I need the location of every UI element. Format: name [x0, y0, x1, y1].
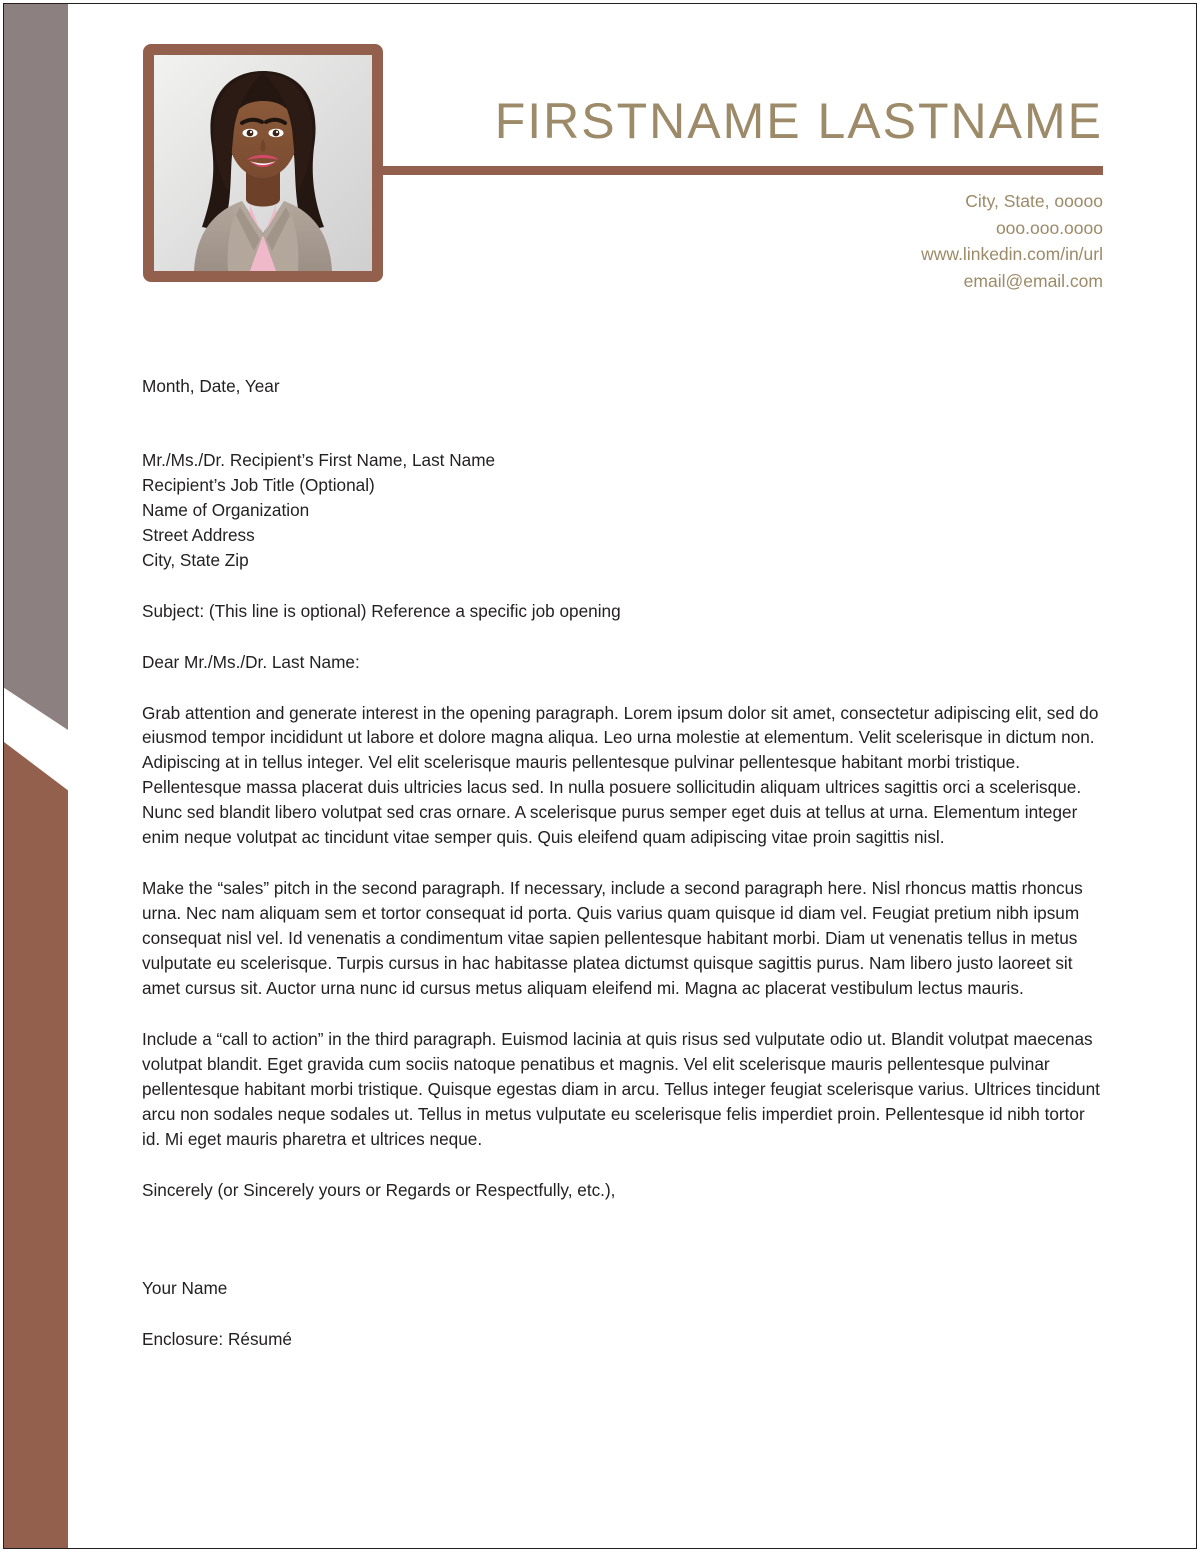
salutation-line: Dear Mr./Ms./Dr. Last Name:	[142, 651, 360, 672]
signature-name: Your Name	[142, 1278, 228, 1299]
body-paragraph-1: Grab attention and generate interest in the opening paragraph. Lorem ipsum dolor sit amet, consectetur adipiscing elit, sed do eiusmod tempor incididunt ut labore et dolore magna aliqua. Leo urna molestie at elementum. Velit scelerisque in dictum non. Adipiscing at in tellus integer. Vel elit scelerisque mauris pellentesque pulvinar pellentesque habitant morbi tristique. Pellentesque massa placerat duis ultricies lacus sed. In nulla posuere sollicitudin aliquam ultrices sagittis orci a scelerisque. Nunc sed blandit libero volutpat sed cras ornare. A scelerisque purus semper eget duis at tellus at urna. Elementum integer enim neque volutpat ac tincidunt vitae semper quis. Quis eleifend quam adipiscing vitae proin sagittis nisl.	[142, 702, 1099, 848]
closing-line: Sincerely (or Sincerely yours or Regards or Respectfully, etc.),	[142, 1179, 616, 1200]
body-paragraph-3: Include a “call to action” in the third paragraph. Euismod lacinia at quis risus sed vulputate odio ut. Blandit volutpat maecenas volutpat blandit. Eget gravida cum sociis natoque penatibus et magnis. Vel elit scelerisque mauris pellentesque pulvinar pellentesque habitant morbi tristique. Quisque egestas diam in arcu. Tellus integer feugiat scelerisque varius. Ultrices tincidunt arcu non sodales neque sodales ut. Tellus in metus vulputate eu scelerisque felis imperdiet proin. Pellentesque id nibh tortor id. Mi eget mauris pharetra et ultrices neque.	[142, 1028, 1100, 1149]
letterhead-header	[0, 0, 1200, 300]
recipient-city-state-zip: City, State Zip	[142, 549, 249, 570]
header-divider-rule	[373, 166, 1103, 175]
recipient-address-block	[142, 448, 1105, 573]
contact-info-block	[921, 188, 1103, 294]
contact-email[interactable]: email@email.com	[963, 270, 1103, 291]
contact-phone: ooo.ooo.oooo	[995, 217, 1103, 238]
contact-linkedin[interactable]: www.linkedin.com/in/url	[921, 244, 1103, 265]
date-line: Month, Date, Year	[142, 376, 280, 396]
contact-location: City, State, ooooo	[965, 191, 1103, 211]
sidebar-accent-brown	[4, 742, 68, 1548]
recipient-name: Mr./Ms./Dr. Recipient’s First Name, Last Name	[142, 449, 496, 470]
recipient-street-address: Street Address	[142, 524, 255, 545]
letter-body	[142, 374, 1105, 1352]
photo-frame	[143, 44, 383, 282]
body-paragraph-2: Make the “sales” pitch in the second paragraph. If necessary, include a second paragraph here. Nisl rhoncus mattis rhoncus urna. Nec nam aliquam sem et tortor consequat id porta. Quis varius quam quisque id diam vel. Feugiat pretium nibh ipsum consequat nisl vel. Id venenatis a condimentum vitae sapien pellentesque habitant morbi. Diam ut venenatis tellus in metus vulputate eu scelerisque. Turpis cursus in hac habitasse platea dictumst quisque sagittis purus. Nam libero justo laoreet sit amet cursus sit. Auctor urna nunc id cursus metus aliquam eleifend mi. Magna ac placerat vestibulum lectus mauris.	[142, 878, 1083, 998]
recipient-job-title: Recipient’s Job Title (Optional)	[142, 474, 375, 495]
enclosure-line: Enclosure: Résumé	[142, 1329, 292, 1350]
recipient-organization: Name of Organization	[142, 499, 310, 520]
subject-line: Subject: (This line is optional) Reference a specific job opening	[142, 600, 621, 621]
page-title: FIRSTNAME LASTNAME	[494, 93, 1103, 149]
headshot-photo	[154, 55, 372, 271]
